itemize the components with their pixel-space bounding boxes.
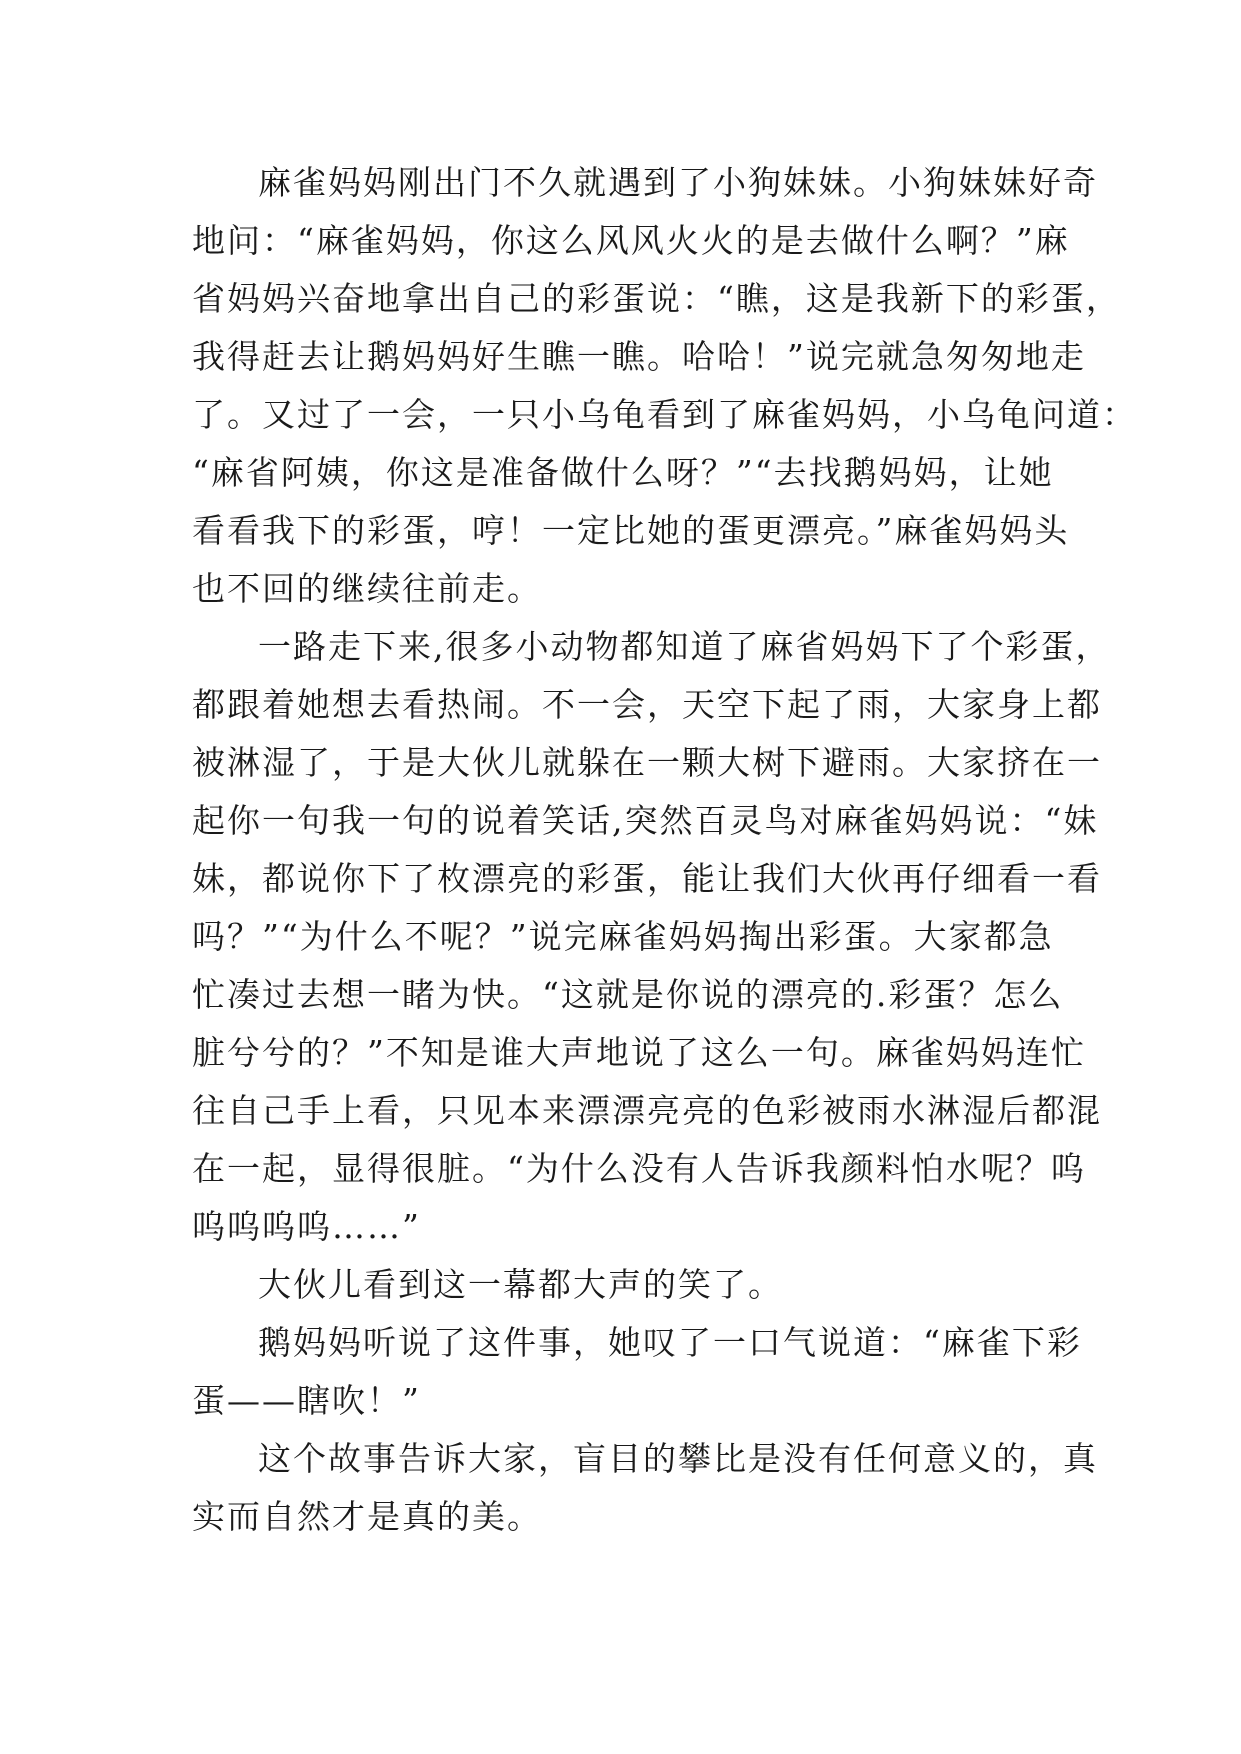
text-line: 忙凑过去想一睹为快。“这就是你说的漂亮的.彩蛋？怎么 (192, 975, 1064, 1014)
story-text (192, 154, 1137, 1546)
text-line: 麻雀妈妈刚出门不久就遇到了小狗妹妹。小狗妹妹好奇 (258, 163, 1098, 202)
text-line: 省妈妈兴奋地拿出自己的彩蛋说：“瞧，这是我新下的彩蛋， (192, 279, 1121, 318)
text-line: 呜呜呜呜……” (192, 1207, 421, 1246)
text-line: 我得赶去让鹅妈妈好生瞧一瞧。哈哈！”说完就急匆匆地走 (192, 337, 1086, 376)
text-line: 一路走下来,很多小动物都知道了麻省妈妈下了个彩蛋， (258, 627, 1111, 666)
text-line: 往自己手上看，只见本来漂漂亮亮的色彩被雨水淋湿后都混 (192, 1091, 1102, 1130)
text-line: 在一起，显得很脏。“为什么没有人告诉我颜料怕水呢？呜 (192, 1149, 1086, 1188)
text-line: 吗？”“为什么不呢？”说完麻雀妈妈掏出彩蛋。大家都急 (192, 917, 1054, 956)
text-line: 这个故事告诉大家，盲目的攀比是没有任何意义的，真 (258, 1439, 1098, 1478)
text-line: 脏兮兮的？”不知是谁大声地说了这么一句。麻雀妈妈连忙 (192, 1033, 1086, 1072)
text-line: 被淋湿了，于是大伙儿就躲在一颗大树下避雨。大家挤在一 (192, 743, 1102, 782)
text-line: 都跟着她想去看热闹。不一会，天空下起了雨，大家身上都 (192, 685, 1102, 724)
text-line: 大伙儿看到这一幕都大声的笑了。 (258, 1265, 783, 1304)
text-line: 起你一句我一句的说着笑话,突然百灵鸟对麻雀妈妈说：“妹 (192, 801, 1099, 840)
text-line: 看看我下的彩蛋，哼！一定比她的蛋更漂亮。”麻雀妈妈头 (192, 511, 1070, 550)
text-line: 实而自然才是真的美。 (192, 1497, 542, 1536)
text-line: 鹅妈妈听说了这件事，她叹了一口气说道：“麻雀下彩 (258, 1323, 1082, 1362)
text-line: 妹，都说你下了枚漂亮的彩蛋，能让我们大伙再仔细看一看 (192, 859, 1102, 898)
text-line: “麻省阿姨，你这是准备做什么呀？”“去找鹅妈妈，让她 (192, 453, 1054, 492)
text-line: 了。又过了一会，一只小乌龟看到了麻雀妈妈，小乌龟问道： (192, 395, 1137, 434)
text-line: 地问：“麻雀妈妈，你这么风风火火的是去做什么啊？”麻 (192, 221, 1070, 260)
text-line: 也不回的继续往前走。 (192, 569, 542, 608)
text-line: 蛋——瞎吹！” (192, 1381, 421, 1420)
